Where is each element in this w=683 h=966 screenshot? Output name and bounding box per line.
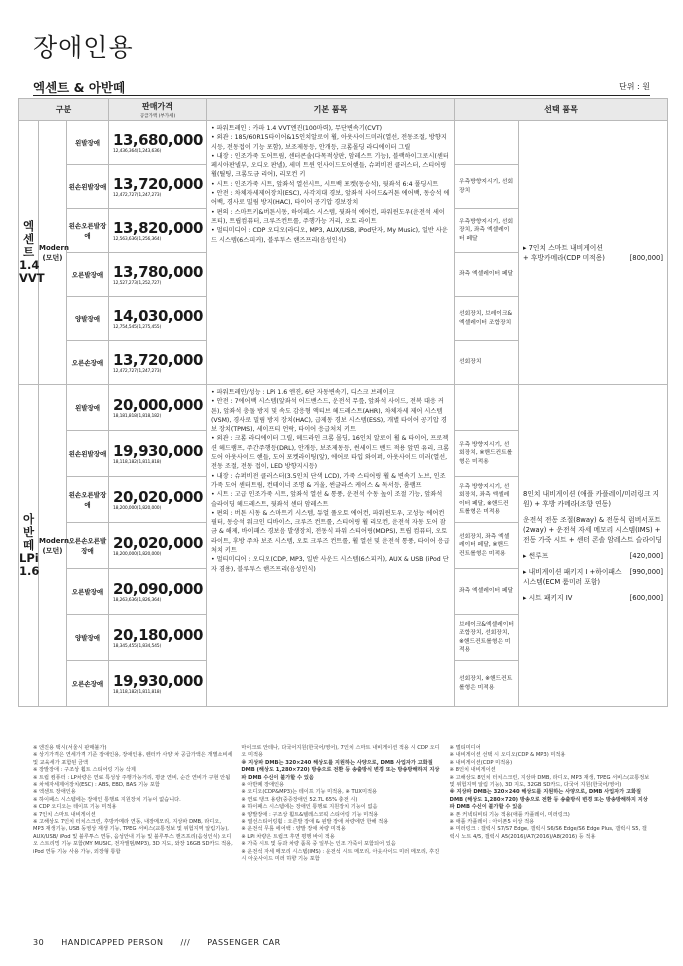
- header-price: 판매가격 공급가액 (부가세): [109, 99, 207, 121]
- header-option: 선택 품목: [455, 99, 668, 121]
- trim-name: 양발장애: [67, 297, 109, 341]
- trim-option: 선회장치, ※핸드컨트롤형은 미적용: [455, 661, 519, 707]
- trim-option: 브레이크&엑셀레이터 조합장치, 선회장치, ※핸드컨트롤형은 미적용: [455, 615, 519, 661]
- table-row: [19, 121, 668, 165]
- trim-option: 우측 방향지시기, 선회장치, ※핸드컨트롤형은 미적용: [455, 431, 519, 477]
- footer-brand-1: HANDICAPPED PERSON: [61, 938, 164, 947]
- table-header-row: [19, 99, 668, 121]
- engine-accent: 엑센트 1.4 VVT: [19, 121, 39, 385]
- price-cell: 20,000,000 18,181,818(1,818,182): [109, 385, 207, 431]
- trim-name: 왼손왼발장애: [67, 431, 109, 477]
- trim-option: [455, 121, 519, 165]
- footer-separator: ///: [180, 938, 191, 947]
- price-cell: 20,020,000 18,200,000(1,820,000): [109, 477, 207, 523]
- trim-name: 오른손장애: [67, 341, 109, 385]
- price-cell: 13,720,000 12,472,727(1,247,273): [109, 165, 207, 209]
- price-cell: 13,820,000 12,563,636(1,256,364): [109, 209, 207, 253]
- trim-option: 선회장치: [455, 341, 519, 385]
- title-rule: [33, 95, 650, 96]
- engine-avante: 아반떼 LPi 1.6: [19, 385, 39, 707]
- trim-name: 양발장애: [67, 615, 109, 661]
- trim-option: 선회장치, 브레이크&엑셀레이터 조합장치: [455, 297, 519, 341]
- basic-items-avante: • 파워트레인/성능 : LPi 1.6 엔진, 6단 자동변속기, 디스크 브레이크 • 안전 : 7에어백 시스템(앞좌석 어드밴스드, 운전석 무릎, 앞좌석 사이드, 전복 대응 커튼), 앞좌석 충돌 방지 및 속도 감응형 액티브 헤드레스트(AHR), 차체자세 제어 시스템(VSM), 경사로 밀림 방지 장치(HAC), 급제동 경보 시스템(ESS), 개별 타이어 공기압 경보 장치(TPMS), 세이프티 언락, 타이어 응급처치 키트 • 외관 : 크롬 라디에이터 그릴, 헤드라인 크롬 몰딩, 16인치 알로이 휠 & 타이어, 프로젝션 헤드램프, 주간주행등(DRL), 안개등, 보조제동등, 썬세이드 밴드 적용 앞면 유리, 크롬 도어 아웃사이드 핸들, 도어 포켓라이팅(앞), 에어로 타입 와이퍼, 아웃사이드 미러(열선, 전동 조절, 전동 접이, LED 방향지시등) • 내장 : 슈퍼비전 클러스터(3.5인치 단색 LCD), 가죽 스티어링 휠 & 변속기 노브, 인조가죽 도어 센터트림, 컨테이너 조명 & 거울, 썬글라스 케이스 & 독서등, 룸램프 • 시트 : 고급 인조가죽 시트, 앞좌석 열선 & 통풍, 운전석 수동 높이 조절 기능, 앞좌석 슬라이딩 헤드레스트, 뒷좌석 센터 암레스트 • 편의 : 버튼 시동 & 스마트키 시스템, 듀얼 풀오토 에어컨, 파워윈도우, 고성능 에어컨 필터, 동승석 워크인 디바이스, 크루즈 컨트롤, 스티어링 휠 리모컨, 운전석 자동 도어 잠금 & 해제, 바이패스 경보음 발생장치, 전동식 파워 스티어링(MDPS), 트립 컴퓨터, 오토 라이트, 후방 주차 보조 시스템, 오토 크루즈 컨트롤, 휠 열선 및 운전석 통풍, 타이어 응급 처치 키트 • 멀티미디어 : 오디오(CDP, MP3, 일반 사운드 시스템(6스피커), AUX & USB (iPod 단자 겸용), 블루투스 핸즈프리(음성인식): [207, 385, 455, 707]
- page-footer: [33, 938, 295, 947]
- footnotes-col-2: 마이크로 안테나, 다국어지원(한국어/영어), 7인치 스마트 내비게이션 적용 시 CDP 오디오 미적용 ※ 지상파 DMB는 320×240 해상도를 지원하는 사양으로, DMB 사업자가 고화질 DMB (해상도 1,280×720) 방송으로 전환 등 송출방식 변경 또는 방송방해하지 지상파 DMB 수신이 불가할 수 있음 ※ 아반떼 장애인용 ※ 오디오(CDP&MP3)는 테이프 기능 미적용, ※ TUX미적용 ※ 연료 탱크 용량(중증장애인 52.7L 65% 충전 시) ※ 하이패스 시스템에는 장애인 통행료 지원장치 기능이 없음 ※ 양발장애 : 구조상 휠트&텔레스코픽 스티어링 기능 미적용 ※ 열선스티어링휠 : 오른발 장애 & 왼발 장애 차량에만 한해 적용 ※ 운전석 무릎 에어백 : 양발 장애 차량 미적용 ※ LPi 차량은 트립크 후면 평행 바이 적용 ※ 가죽 시트 및 등과 차량 품목 중 일부는 인조 가죽이 포함되어 있음 ※ 운전석 자세 메모리 시스템(IMS) : 운전석 시트 메모리, 아웃사이드 미러 메모리, 후진 시 아웃사이드 미러 하향 기능 포함: [241, 745, 440, 863]
- price-cell: 20,090,000 18,263,636(1,826,364): [109, 569, 207, 615]
- trim-name: 오른발장애: [67, 253, 109, 297]
- price-cell: 13,720,000 12,472,727(1,247,273): [109, 341, 207, 385]
- price-cell: 19,930,000 18,118,182(1,811,818): [109, 661, 207, 707]
- table-row: [19, 385, 668, 431]
- trim-option: 우측방향지시기, 선회장치, 좌측 엑셀레이터 페달: [455, 209, 519, 253]
- price-cell: 20,180,000 18,345,455(1,834,545): [109, 615, 207, 661]
- trim-name: 오른손장애: [67, 661, 109, 707]
- trim-name: 왼손오른발장애: [67, 477, 109, 523]
- trim-name: 오른발장애: [67, 569, 109, 615]
- price-cell: 13,780,000 12,527,273(1,252,727): [109, 253, 207, 297]
- basic-items-accent: • 파워트레인 : 카파 1.4 VVT엔진(100마력), 무단변속기(CVT) • 외관 : 185/60R15타이어&15인치알로이 휠, 아웃사이드미러(열선, 전동조절, 방향지시등, 전동접이 기능 포함), 보조제동등, 안개등, 크롬몰딩 라디에이터 그릴 • 내장 : 인조가죽 도어트림, 센터콘솔(다목적상판, 암레스트 기능), 블랙하이그로시(센터페시아판넬부, 오디오 판넬), 세미 트윈 인사이드도어핸들, 슈퍼비전 클러스터, 스티어링휠(틸팅, 크롬도금 리어), 리모컨 키 • 시트 : 인조가죽 시트, 앞좌석 열선시트, 시트백 포켓(동승석), 뒷좌석 6:4 폴딩시트 • 안전 : 차체자세제어장치(ESC), 사각지대 경보, 앞좌석 사이드&커튼 에어백, 동승석 에어백, 경사로 밀림 방지(HAC), 타이어 공기압 경보장치 • 편의 : 스마트키&버튼시동, 하이패스 시스템, 뒷좌석 에어컨, 파워윈도우(운전석 세이프티), 트립컴퓨터, 크루즈컨트롤, 주행가능 거리, 오토 라이트 • 멀티미디어 : CDP 오디오(라디오, MP3, AUX/USB, iPod단자, My Music), 일반 사운드 시스템(6스피커), 블루투스 핸즈프리(음성인식): [207, 121, 455, 385]
- trim-name: 왼발장애: [67, 121, 109, 165]
- option-items-accent: ▸ 7인치 스마트 내비게이션 + 후방카메라(CDP 미적용) [800,000]: [519, 121, 668, 385]
- unit-label: 단위 : 원: [619, 82, 650, 91]
- trim-option: 우측방향지시기, 선회장치: [455, 165, 519, 209]
- option-items-avante: 8인치 내비게이션 (애플 카플레이/미러링크 지원) + 후방 카메라(조향 연동) 운전석 전동 조절(8way) & 전동식 럼버서포트(2way) + 운전석 자세 메모리 시스템(IMS) + 전동 가죽 시트 + 센터 콘솔 암레스트 슬라이딩 ▸ 썬루프 [420,000] ▸ 내비게이션 패키지 I +하이패스 시스템(ECM 룸미러 포함) [990,000] ▸ 시트 패키지 IV [600,000]: [519, 385, 668, 707]
- gear-accent: Modern (모던): [39, 121, 67, 385]
- footnotes-col-3: ※ 멀티미디어 ※ 내비게이션 선택 시 오디오(CDP & MP3) 미적용 ※ 내비게이션(CDP 미적용) ※ 8인치 내비게이션 ※ 고해상도 8인치 터치스크린, 지상파 DMB, 라디오, MP3 재생, TPEG 서비스(교통정보 및 위험지역 알림 기능), 3D 지도, 32GB SD카드, 다국어 지원(한국어/영어) ※ 지상파 DMB는 320×240 해상도를 지원하는 사양으로, DMB 사업자가 고화질 DMB (해상도 1,280×720) 방송으로 전환 등 송출방식 변경 또는 방송방해하지 지상파 DMB 수신이 불가할 수 있음 ※ 폰 커넥티비티 기능 적용(애플 카플레이, 미러링크) ※ 애플 카플레이 : 아이폰5 이상 적용 ※ 미러링크 : 갤럭시 S7/S7 Edge, 갤럭시 S6/S6 Edge/S6 Edge Plus, 갤럭시 S5, 갤럭시 노트 4/5, 갤럭시 A5(2016)/A7(2016)/A8(2016) 등 적용: [449, 745, 650, 840]
- footnotes: [33, 745, 650, 864]
- trim-option: 좌측 엑셀레이터 페달: [455, 569, 519, 615]
- trim-option: 선회장치, 좌측 엑셀레이터 페달, ※핸드컨트롤형은 미적용: [455, 523, 519, 569]
- trim-option: 우측 방향지시기, 선회장치, 좌측 엑셀레이터 페달, ※핸드컨트롤형은 미적용: [455, 477, 519, 523]
- footnotes-col-1: ※ 엔진용 택시(서울시 판매불가) ※ 상기가격은 연세가격 기준 장애인용, 장애인용, 렌터카 사양 차 공급가액은 개별소비세 및 교육세가 포함된 금액 ※ 장발장애 : 구조상 휠트 스티어링 기능 삭제 ※ 트립 컴퓨터 : LP차량은 연료 특성상 주행가능거리, 평균 연비, 순간 연비가 구현 안됨 ※ 차체자세제어장치(ESC) : ABS, EBD, BAS 기능 포함 ※ 엑센트 장애인용 ※ 하이패스 시스템에는 장애인 통행료 지원장치 기능이 없습니다. ※ CDP 오디오는 테이프 기능 미적용 ※ 7인치 스마트 내비게이션 ※ 고해상도 7인치 터치스크린, 후방카메라 연동, 내장메모리, 지상파 DMB, 라디오, MP3 재생기능, USB 동영상 재생 기능, TPEG 서비스(교통정보 및 위험지역 알림기능), AUX/USB/ iPod 및 블루투스 연동, 음성안내 기능 및 블루투스 핸즈프리(음성인식) 오디오 스트리밍 기능 포함(MY MUSIC, 전자앨범/MP3), 3D 지도, 와장 16GB SD카드 적용, iPod 연동 기능 사용 가능, 외장형 통합: [33, 745, 233, 855]
- price-cell: 14,030,000 12,754,545(1,275,455): [109, 297, 207, 341]
- price-cell: 19,930,000 18,118,182(1,811,818): [109, 431, 207, 477]
- trim-option: [455, 385, 519, 431]
- trim-name: 왼발장애: [67, 385, 109, 431]
- price-cell: 13,680,000 12,436,364(1,243,636): [109, 121, 207, 165]
- trim-option: 좌측 엑셀레이터 페달: [455, 253, 519, 297]
- header-type: 구분: [19, 99, 109, 121]
- gear-avante: Modern (모던): [39, 385, 67, 707]
- price-table: [18, 98, 668, 707]
- footer-brand-2: PASSENGER CAR: [207, 938, 281, 947]
- price-cell: 20,020,000 18,200,000(1,820,000): [109, 523, 207, 569]
- trim-name: 왼손왼발장애: [67, 165, 109, 209]
- trim-name: 오른손오른발장애: [67, 523, 109, 569]
- header-basic: 기본 품목: [207, 99, 455, 121]
- page-number: 30: [33, 938, 45, 947]
- page-title: 장애인용: [33, 33, 134, 62]
- trim-name: 왼손오른발장애: [67, 209, 109, 253]
- section-title: 엑센트 & 아반떼: [33, 80, 126, 95]
